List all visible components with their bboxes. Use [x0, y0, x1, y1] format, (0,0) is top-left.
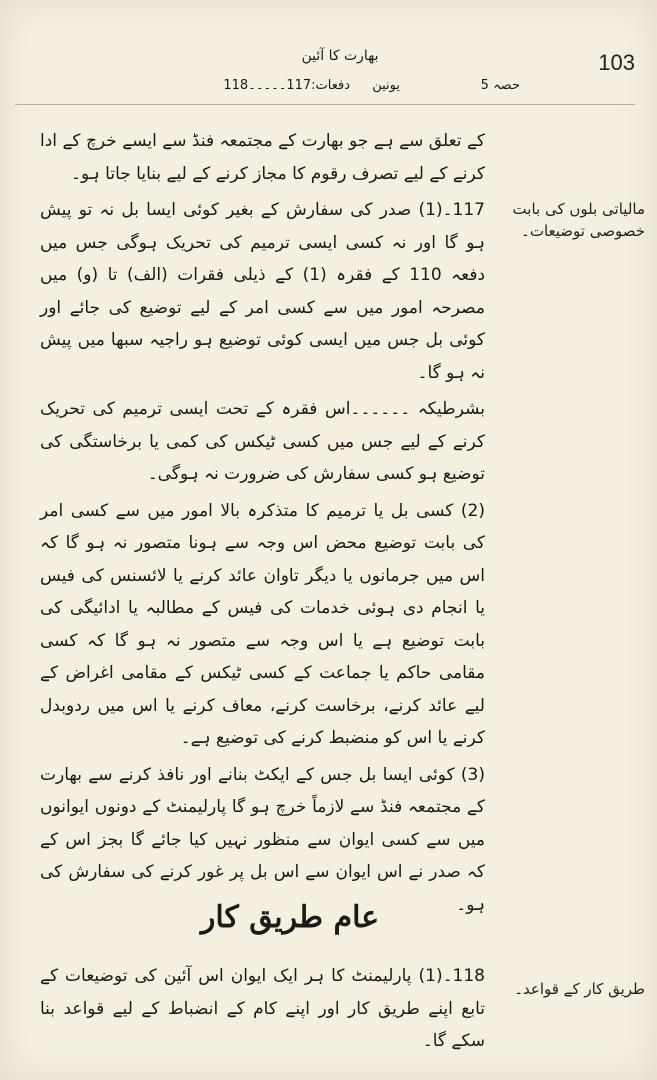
article-117-proviso: بشرطیکہ ۔۔۔۔۔۔اس فقرہ کے تحت ایسی ترمیم کی تحریک کرنے کے لیے جس میں کسی ٹیکس کی کمی یا برخاستگی کی توضیع ہو کسی سفارش کی ضرورت نہ ہوگی۔ [40, 399, 485, 484]
section-heading: عام طریق کار [200, 900, 380, 935]
running-title: بھارت کا آئین [301, 48, 379, 64]
article-117-clause-1: 117۔(1) صدر کی سفارش کے بغیر کوئی ایسا بل نہ تو پیش ہو گا اور نہ کسی ایسی ترمیم کی تحریک ہوگی جس میں دفعہ 110 کے فقرہ (1) کے ذیلی فقرات (الف) تا (و) میں مصرحہ امور میں سے کسی امر کے لیے توضیع کی جائے اور کوئی بل جس میں ایسی کوئی توضیع ہو راجیہ سبھا میں پیش نہ ہو گا۔ [40, 200, 486, 383]
part-label: حصہ 5 [480, 78, 520, 93]
running-subheader [200, 78, 520, 100]
article-118-clause-1: 118۔(1) پارلیمنٹ کا ہر ایک ایوان اس آئین کی توضیعات کے تابع اپنے طریق کار اور اپنے کام کے انضباط کے لیے قواعد بنا سکے گا۔ [40, 966, 485, 1051]
margin-note-rules-of-procedure: طریق کار کے قواعد۔ [514, 980, 645, 998]
paragraph-continued: کے تعلق سے ہے جو بھارت کے مجتمعہ فنڈ سے ایسے خرچ کے ادا کرنے کے لیے تصرف رقوم کا مجاز کرنے کے لیے بنایا جاتا ہو۔ [40, 131, 485, 184]
article-117-clause-3: (3) کوئی ایسا بل جس کے ایکٹ بنانے اور نافذ کرنے سے بھارت کے مجتمعہ فنڈ سے لازماً خرچ ہو گا پارلیمنٹ کے دونوں ایوانوں میں سے کسی ایوان سے منظور نہیں کیا جائے گا بجز اس کے کہ صدر نے اس ایوان سے اس بل پر غور کرنے کی سفارش کی ہو۔ [40, 764, 485, 915]
page-number: 103 [598, 50, 635, 75]
unit-label: یونین [372, 78, 400, 93]
articles-range: دفعات:117۔۔۔۔۔118 [223, 78, 350, 93]
main-text-2 [40, 960, 485, 1058]
page-header [0, 0, 657, 110]
article-117-clause-2: (2) کسی بل یا ترمیم کا متذکرہ بالا امور میں سے کسی امر کی بابت توضیع محض اس وجہ سے ہونا متصور نہ ہو گا کہ اس میں جرمانوں یا دیگر تاوان عائد کرنے یا لائسنس کی فیس یا انجام دی ہوئی خدمات کی فیس کے مطالبہ یا ادائیگی کی بابت توضیع ہے یا اس وجہ سے متصور نہ ہو گا کہ کسی مقامی حاکم یا جماعت کے کسی ٹیکس کے مقامی اغراض کے لیے عائد کرنے، برخاست کرنے، معاف کرنے یا اس میں ردوبدل کرنے یا اس کو منضبط کرنے کی توضیع ہے۔ [40, 500, 485, 748]
main-text [40, 125, 485, 925]
header-divider [15, 104, 635, 105]
margin-note-money-bills: مالیاتی بلوں کی بابت خصوصی توضیعات۔ [512, 200, 645, 240]
